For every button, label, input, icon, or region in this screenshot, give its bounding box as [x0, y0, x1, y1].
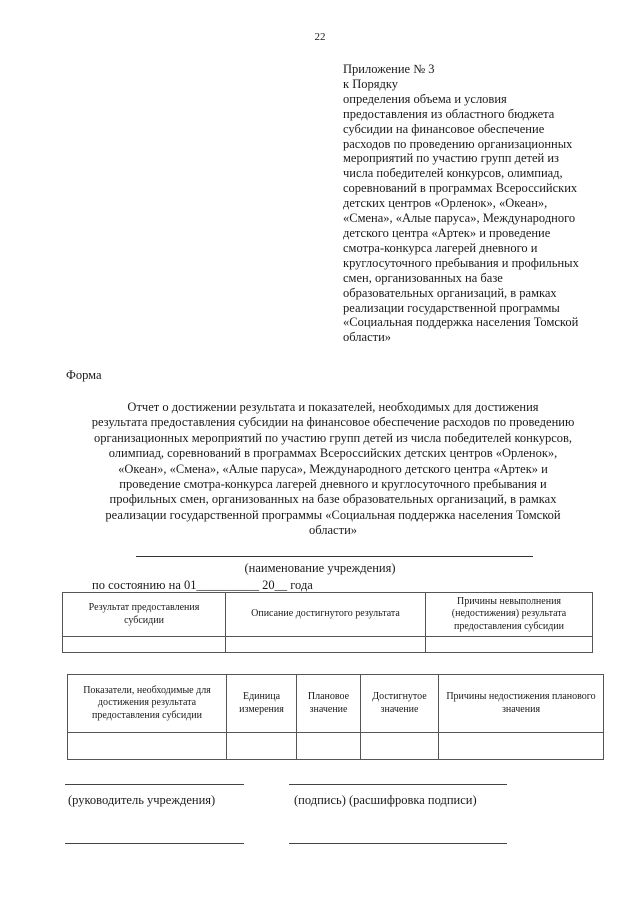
- indicators-table: [67, 674, 604, 760]
- appendix-line: числа победителей конкурсов, олимпиад,: [343, 166, 563, 181]
- header-description: Описание достигнутого результата: [226, 593, 426, 637]
- table-cell[interactable]: [226, 637, 426, 653]
- table-cell[interactable]: [361, 733, 439, 760]
- appendix-line: расходов по проведению организационных: [343, 136, 573, 151]
- report-title-line: олимпиад, соревнований в программах Всероссийских детских центров «Орленок»,: [108, 446, 558, 461]
- head-signature-line: [65, 784, 244, 785]
- report-title-line: области»: [308, 523, 358, 538]
- appendix-line: субсидии на финансовое обеспечение: [343, 121, 545, 136]
- signature-line: [289, 784, 507, 785]
- institution-label: (наименование учреждения): [244, 561, 396, 575]
- header-reasons: Причины невыполнения (недостижения) результата предоставления субсидии: [426, 593, 593, 637]
- head-label: (руководитель учреждения): [68, 793, 216, 807]
- report-title-line: результата предоставления субсидии на финансовое обеспечение расходов по проведению: [91, 415, 575, 430]
- table-cell[interactable]: [426, 637, 593, 653]
- bottom-line-right: [289, 843, 507, 844]
- table-header-row: [63, 593, 593, 637]
- appendix-line: предоставления из областного бюджета: [343, 106, 555, 121]
- appendix-line: смен, организованных на базе: [343, 270, 503, 285]
- header-indicators: Показатели, необходимые для достижения результата предоставления субсидии: [68, 675, 227, 733]
- table-cell[interactable]: [68, 733, 227, 760]
- status-date-line: по состоянию на 01__________ 20__ года: [92, 578, 313, 592]
- bottom-line-left: [65, 843, 244, 844]
- table-header-row: [68, 675, 604, 733]
- appendix-line: детского центра «Артек» и проведение: [343, 225, 551, 240]
- appendix-line: реализации государственной программы: [343, 300, 560, 315]
- appendix-line: круглосуточного пребывания и профильных: [343, 255, 579, 270]
- table-row: [63, 637, 593, 653]
- table-cell[interactable]: [63, 637, 226, 653]
- appendix-line: к Порядку: [343, 76, 398, 91]
- appendix-line: «Смена», «Алые паруса», Международного: [343, 211, 576, 226]
- report-title-line: реализации государственной программы «Социальная поддержка населения Томской: [105, 507, 561, 522]
- results-table: [62, 592, 593, 653]
- table-cell[interactable]: [227, 733, 297, 760]
- appendix-line: образовательных организаций, в рамках: [343, 285, 557, 300]
- appendix-line: «Социальная поддержка населения Томской: [343, 315, 579, 330]
- report-title-line: проведение смотра-конкурса лагерей дневного и круглосуточного пребывания и: [119, 477, 547, 492]
- signature-label: (подпись) (расшифровка подписи): [294, 793, 477, 807]
- appendix-line: мероприятий по участию групп детей из: [343, 151, 559, 166]
- header-planned: Плановое значение: [297, 675, 361, 733]
- report-title-line: профильных смен, организованных на базе образовательных организаций, в рамках: [109, 492, 557, 507]
- appendix-line: определения объема и условия: [343, 91, 507, 106]
- report-title-line: организационных мероприятий по участию групп детей из числа победителей конкурсов,: [93, 430, 573, 445]
- report-title-line: Отчет о достижении результата и показателей, необходимых для достижения: [127, 400, 539, 414]
- institution-name-line: [136, 556, 533, 557]
- report-title: [58, 400, 608, 539]
- table-row: [68, 733, 604, 760]
- header-unit: Единица измерения: [227, 675, 297, 733]
- table-cell[interactable]: [297, 733, 361, 760]
- appendix-line: соревнований в программах Всероссийских: [343, 181, 578, 196]
- header-result: Результат предоставления субсидии: [63, 593, 226, 637]
- form-label: Форма: [66, 368, 102, 382]
- page-number: 22: [314, 31, 326, 43]
- appendix-line: детских центров «Орленок», «Океан»,: [343, 196, 548, 211]
- appendix-line: области»: [343, 330, 392, 345]
- appendix-line: Приложение № 3: [343, 62, 435, 76]
- table-cell[interactable]: [439, 733, 604, 760]
- appendix-header: [343, 62, 623, 345]
- header-achieved: Достигнутое значение: [361, 675, 439, 733]
- appendix-line: смотра-конкурса лагерей дневного и: [343, 240, 538, 255]
- report-title-line: «Океан», «Смена», «Алые паруса», Международного детского центра «Артек» и: [118, 461, 548, 476]
- header-reasons: Причины недостижения планового значения: [439, 675, 604, 733]
